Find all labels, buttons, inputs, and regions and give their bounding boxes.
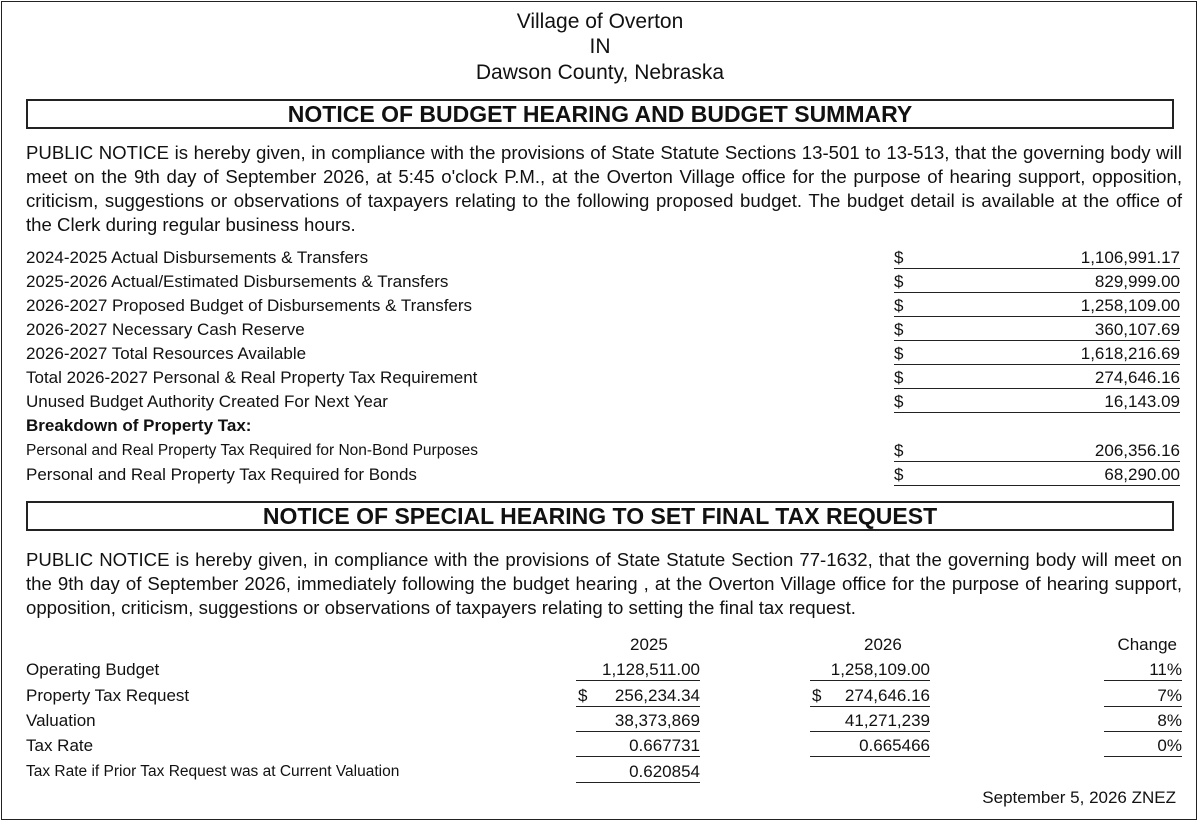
- header-village: Village of Overton: [516, 10, 684, 33]
- dollar-sign: $: [894, 320, 904, 339]
- breakdown-heading: Breakdown of Property Tax:: [26, 416, 252, 435]
- breakdown-label: Personal and Real Property Tax Required for Non-Bond Purposes: [26, 442, 479, 459]
- summary-amount: 829,999.00: [894, 271, 1180, 293]
- summary-row: [26, 343, 1182, 367]
- dollar-sign: $: [894, 392, 904, 411]
- summary-row: [26, 295, 1182, 319]
- header-state-in: IN: [589, 35, 611, 58]
- breakdown-amount: 68,290.00: [894, 464, 1180, 486]
- table-row: [26, 735, 1182, 761]
- value-change: 8%: [1104, 710, 1182, 732]
- summary-row: [26, 319, 1182, 343]
- value-change: 11%: [1104, 659, 1182, 681]
- value-2025: 0.620854: [576, 761, 700, 783]
- summary-amount: 360,107.69: [894, 319, 1180, 341]
- summary-label: Total 2026-2027 Personal & Real Property Tax Requirement: [26, 368, 478, 387]
- tax-notice-title: NOTICE OF SPECIAL HEARING TO SET FINAL TAX REQUEST: [26, 501, 1174, 531]
- summary-amount: 1,258,109.00: [894, 295, 1180, 317]
- summary-label: Unused Budget Authority Created For Next Year: [26, 392, 388, 411]
- value-2026: 0.665466: [810, 735, 930, 757]
- table-row: [26, 685, 1182, 711]
- row-label: Operating Budget: [26, 660, 160, 679]
- row-label: Property Tax Request: [26, 686, 190, 705]
- summary-amount: 1,106,991.17: [894, 247, 1180, 269]
- dollar-sign: $: [894, 368, 904, 387]
- row-label: Valuation: [26, 711, 96, 730]
- value-change: 7%: [1104, 685, 1182, 707]
- tax-notice-paragraph: PUBLIC NOTICE is hereby given, in compliance with the provisions of State Statute Section 77-1632, that the governing body will meet on the 9th day of September 2026, immediately following the budget hearing , at the Overton Village office for the purpose of hearing support, opposition, criticism, suggestions or observations of taxpayers relating to setting the final tax request.: [26, 549, 1182, 618]
- publication-footer: September 5, 2026 ZNEZ: [982, 788, 1176, 807]
- dollar-sign: $: [894, 441, 904, 460]
- value-2026: $ 274,646.16: [812, 686, 930, 705]
- row-label: Tax Rate: [26, 736, 94, 755]
- table-row: [26, 659, 1182, 685]
- breakdown-row: [26, 464, 1182, 488]
- value-2025: 1,128,511.00: [576, 659, 700, 681]
- breakdown-amount: 206,356.16: [894, 440, 1180, 462]
- value-change: 0%: [1104, 735, 1182, 757]
- dollar-sign: $: [894, 272, 904, 291]
- summary-label: 2025-2026 Actual/Estimated Disbursements & Transfers: [26, 272, 449, 291]
- breakdown-label: Personal and Real Property Tax Required for Bonds: [26, 465, 417, 484]
- summary-label: 2026-2027 Necessary Cash Reserve: [26, 320, 305, 339]
- dollar-sign: $: [894, 248, 904, 267]
- summary-row: [26, 367, 1182, 391]
- budget-notice-title: NOTICE OF BUDGET HEARING AND BUDGET SUMMARY: [26, 99, 1174, 129]
- value-2026: 1,258,109.00: [810, 659, 930, 681]
- summary-row: [26, 247, 1182, 271]
- dollar-sign: $: [894, 465, 904, 484]
- breakdown-row: [26, 440, 1182, 464]
- summary-label: 2026-2027 Total Resources Available: [26, 344, 307, 363]
- summary-amount: 274,646.16: [894, 367, 1180, 389]
- value-2025: $ 256,234.34: [578, 686, 700, 705]
- value-2026: 41,271,239: [810, 710, 930, 732]
- notice-page: [1, 1, 1197, 820]
- summary-row: [26, 391, 1182, 415]
- dollar-sign: $: [894, 296, 904, 315]
- summary-amount: 1,618,216.69: [894, 343, 1180, 365]
- budget-notice-paragraph: PUBLIC NOTICE is hereby given, in compliance with the provisions of State Statute Sections 13-501 to 13-513, that the governing body will meet on the 9th day of September 2026, at 5:45 o'clock P.M., at the Overton Village office for the purpose of hearing support, opposition, criticism, suggestions or observations of taxpayers relating to the following proposed budget. The budget detail is available at the office of the Clerk during regular business hours.: [26, 142, 1182, 235]
- value-2025: 0.667731: [576, 735, 700, 757]
- row-label: Tax Rate if Prior Tax Request was at Current Valuation: [26, 763, 400, 780]
- table-row: [26, 710, 1182, 736]
- value-2025: 38,373,869: [576, 710, 700, 732]
- table-row: [26, 761, 1182, 787]
- summary-row: [26, 271, 1182, 295]
- col-header-change: Change: [1117, 635, 1177, 654]
- header-county: Dawson County, Nebraska: [475, 61, 725, 84]
- col-header-2026: 2026: [864, 635, 902, 654]
- col-header-2025: 2025: [630, 635, 668, 654]
- summary-label: 2024-2025 Actual Disbursements & Transfers: [26, 248, 369, 267]
- summary-amount: 16,143.09: [894, 391, 1180, 413]
- summary-label: 2026-2027 Proposed Budget of Disbursements & Transfers: [26, 296, 473, 315]
- dollar-sign: $: [894, 344, 904, 363]
